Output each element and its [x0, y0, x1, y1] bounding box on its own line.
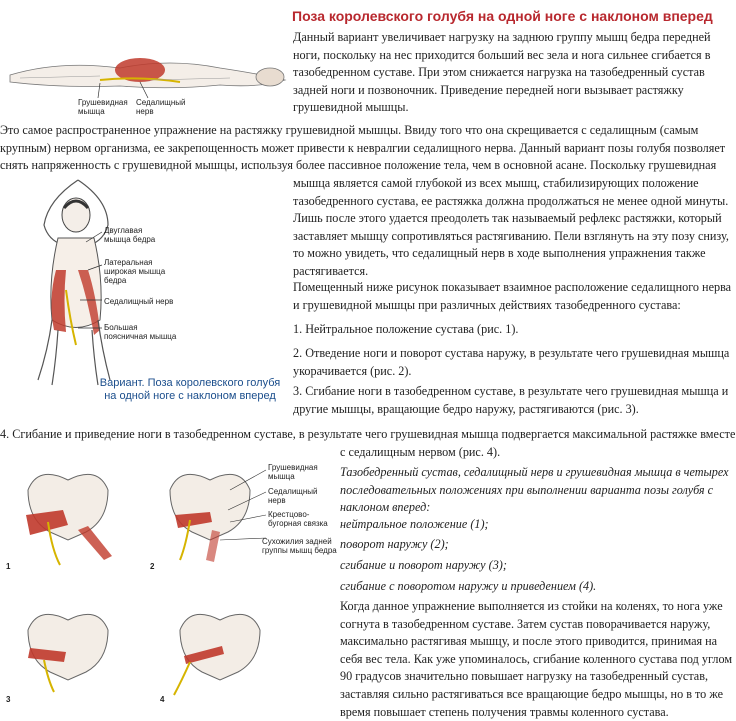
text-line: тазобедренного сустава, ее растяжка должна продолжаться не менее одной минуты. — [293, 193, 729, 208]
text-line: задней ноги и позвоночник. Приведение передней ноги вызывает растяжку — [293, 82, 684, 97]
text-line: заставляя сильно растягиваться все вращающие бедро мышцы, но в то же — [340, 686, 723, 701]
text-line: Большая — [104, 323, 138, 332]
standing-figure-illustration — [8, 170, 288, 400]
text-line: мышца является самой глубокой из всех мышц, стабилизирующих положение — [293, 176, 699, 190]
text-line: и грушевидной мышцы при различных действиях тазобедренного сустава: — [293, 297, 681, 312]
figure-number-3: 3 — [6, 695, 11, 704]
text-line: максимально растягивая мышцу, и после этого приводится, принимая на — [340, 634, 718, 649]
text-line: Лишь после этого удается преодолеть так называемый рефлекс растяжки, который — [293, 211, 722, 226]
text-line: с седалищным нервом (рис. 4). — [340, 444, 501, 459]
text-line: наклоном вперед: — [340, 500, 431, 515]
text-line: себя вес тела. Как уже упоминалось, сгибание коленного сустава под углом — [340, 651, 733, 666]
list-item-2 — [293, 345, 733, 380]
list-item-1: 1. Нейтральное положение сустава (рис. 1). — [293, 322, 519, 336]
text-line: широкая мышца — [104, 267, 166, 276]
pelvis-diagram-2 — [150, 460, 270, 570]
pelvis-diagram-4 — [160, 600, 280, 705]
label-piriformis-2 — [268, 463, 318, 481]
text-line: Латеральная — [104, 258, 153, 267]
text-line: укорачивается (рис. 2). — [293, 363, 412, 378]
figure-caption — [98, 377, 282, 403]
text-line: растягивается. — [293, 263, 369, 278]
label-hamstring-tendons — [262, 537, 337, 555]
text-line: Крестцово- — [268, 510, 310, 519]
label-sacrotuberous-ligament — [268, 510, 328, 528]
text-line: поясничная мышца — [104, 332, 177, 341]
text-line: Сухожилия задней — [262, 537, 332, 546]
text-line: то можно увидеть, что седалищный нерв в ходе выполнения упражнения также — [293, 246, 706, 261]
text-line: нерв — [268, 496, 286, 505]
intro-paragraph — [293, 29, 733, 117]
paragraph-2-right — [293, 175, 733, 281]
list-item-4 — [0, 426, 736, 461]
italic-item-1: нейтральное положение (1); — [340, 517, 489, 531]
label-psoas-major — [104, 323, 176, 341]
text-line: 90 градусов значительно повышает нагрузку на тазобедренный сустав, — [340, 669, 709, 684]
text-line: Данный вариант увеличивает нагрузку на заднюю группу мышц бедра передней — [293, 30, 711, 44]
text-line: ноги, поскольку на нес приходится больший вес зела и нога сильнее сгибается в — [293, 47, 711, 62]
paragraph-2-full — [0, 122, 736, 175]
text-line: заставляет мышцу сопротивляться растягиванию. Пели взглянуть на эту позу снизу, — [293, 228, 729, 243]
label-sciatic-nerve-2: Седалищный нерв — [104, 297, 174, 306]
page-title: Поза королевского голубя на одной ноге с наклоном вперед — [292, 8, 713, 24]
figure-number-4: 4 — [160, 695, 165, 704]
italic-item-4: сгибание с поворотом наружу и приведением (4). — [340, 579, 597, 593]
text-line: мышца бедра — [104, 235, 156, 244]
text-line: Седалищный — [136, 98, 186, 107]
italic-item-3: сгибание и поворот наружу (3); — [340, 558, 507, 572]
italic-item-2: поворот наружу (2); — [340, 537, 449, 551]
pelvis-diagram-1 — [8, 460, 128, 570]
text-line: 4. Сгибание и приведение ноги в тазобедренном суставе, в результате чего грушевидная мышца подвергается максимальной растяжке вместе — [0, 427, 736, 441]
text-line: Помещенный ниже рисунок показывает взаимное расположение седалищного нерва — [293, 280, 732, 294]
text-line: 2. Отведение ноги и поворот сустава наружу, в результате чего грушевидная мышца — [293, 346, 730, 360]
label-vastus-lateralis — [104, 258, 165, 285]
text-line: Грушевидная — [268, 463, 318, 472]
text-line: Это самое распространенное упражнение на растяжку грушевидной мышцы. Ввиду того что она скрещивается с седалищным (самым — [0, 123, 699, 137]
paragraph-3 — [293, 279, 733, 314]
figure-number-2: 2 — [150, 562, 155, 571]
text-line: другие мышцы, вращающие бедро наружу, растягиваются (рис. 3). — [293, 401, 639, 416]
text-line: нерв — [136, 107, 154, 116]
label-sciatic-nerve — [136, 98, 186, 116]
italic-caption — [340, 464, 734, 517]
final-paragraph — [340, 598, 734, 721]
text-line: бугорная связка — [268, 519, 328, 528]
text-line: Когда данное упражнение выполняется из стойки на коленях, то нога уже — [340, 599, 723, 613]
figure-number-1: 1 — [6, 562, 11, 571]
text-line: на одной ноге с наклоном вперед — [104, 390, 276, 402]
text-line: мышца — [78, 107, 105, 116]
list-item-3 — [293, 383, 733, 418]
text-line: снять напряженность с грушевидной мышцы, используя более пассивное положение тела, чем в основной асане. Поскольку грушевидная — [0, 158, 717, 173]
text-line: время повышает степень получения травмы коленного сустава. — [340, 704, 669, 719]
text-line: грушевидной мышцы. — [293, 100, 409, 115]
text-line: согнута в тазобедренном суставе. Затем сустав поворачивается наружу, — [340, 616, 711, 631]
label-sciatic-nerve-3 — [268, 487, 318, 505]
label-piriformis — [78, 98, 128, 116]
text-line: крупным) нервом организма, ее закрепощенность может привести к невралгии седалищного нерва. Данный вариант позы голубя позволяет — [0, 140, 726, 155]
label-biceps-femoris — [104, 226, 155, 244]
text-line: Вариант. Поза королевского голубя — [99, 377, 281, 389]
text-line: Тазобедренный сустав, седалищный нерв и грушевидная мышца в четырех — [340, 465, 729, 479]
text-line: 3. Сгибание ноги в тазобедренном суставе, в результате чего грушевидная мышца и — [293, 384, 729, 398]
text-line: бедра — [104, 276, 127, 285]
text-line: группы мышц бедра — [262, 546, 337, 555]
text-line: тазобедренном суставе. При этом снижается нагрузка на тазобедренный сустав — [293, 65, 705, 80]
text-line: последовательных положениях при выполнении варианта позы голубя с — [340, 482, 714, 497]
text-line: Грушевидная — [78, 98, 128, 107]
text-line: мышца — [268, 472, 295, 481]
text-line: Двуглавая — [104, 226, 143, 235]
pelvis-diagram-3 — [8, 600, 128, 705]
text-line: Седалищный — [268, 487, 318, 496]
